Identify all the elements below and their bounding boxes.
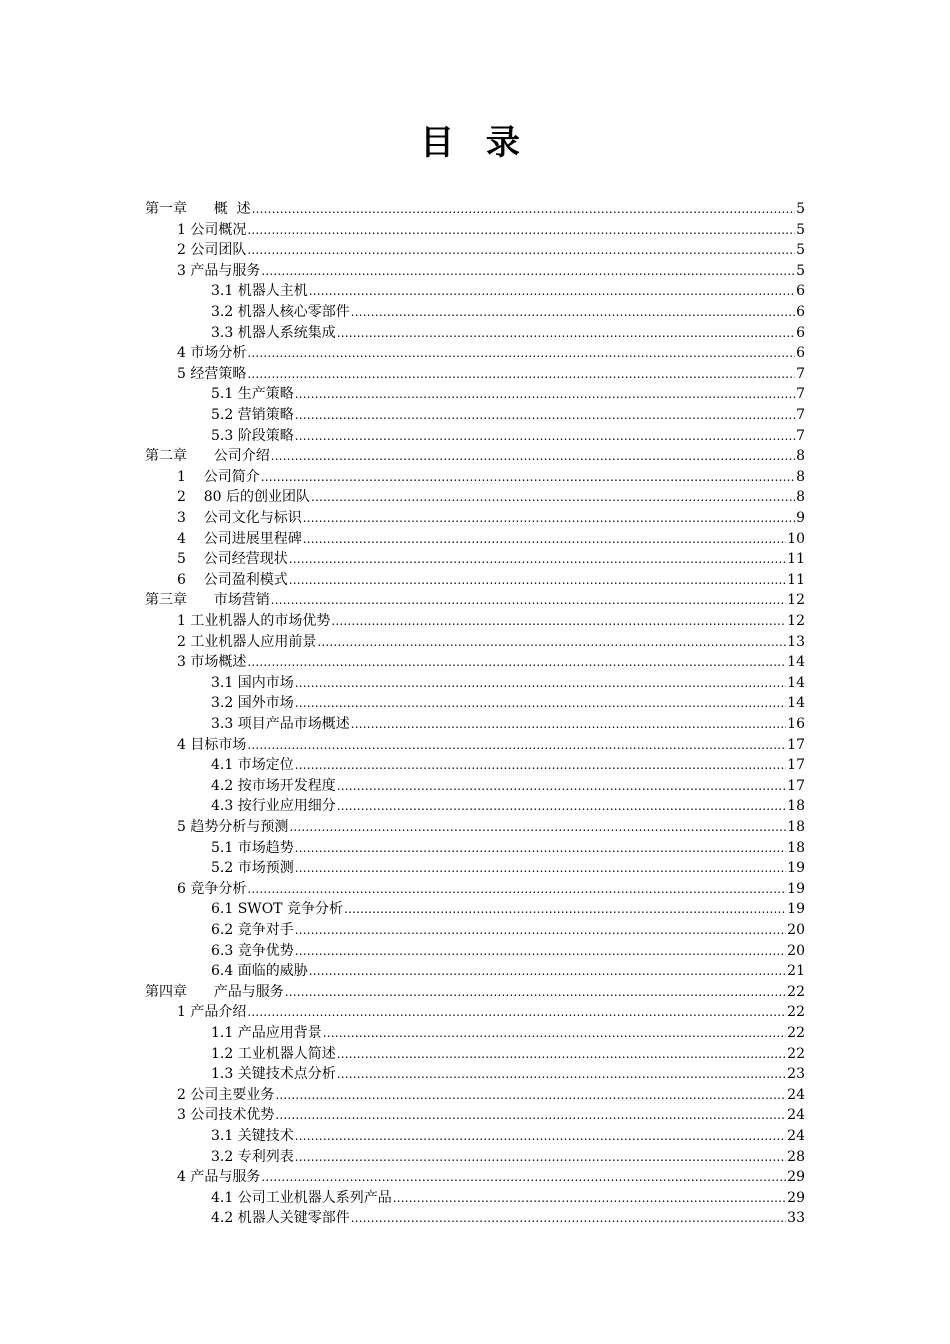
toc-entry[interactable] (177, 240, 805, 261)
toc-entry-page: 17 (787, 757, 805, 774)
toc-entry-page: 8 (796, 489, 805, 506)
toc-entry-page: 20 (787, 922, 805, 938)
toc-entry-page: 14 (787, 654, 805, 671)
toc-entry[interactable] (211, 941, 805, 962)
toc-entry-page: 8 (796, 448, 805, 465)
toc-entry[interactable] (211, 776, 805, 797)
toc-entry-page: 11 (787, 571, 805, 588)
toc-entry-label: 3 公司技术优势 (177, 1107, 275, 1124)
toc-entry-page: 33 (787, 1210, 805, 1227)
toc-entry-page: 23 (787, 1066, 805, 1083)
toc-dot-leader (295, 673, 786, 694)
toc-entry-label: 第三章 市场营销 (145, 592, 270, 609)
toc-entry-label: 6.4 面临的威胁 (211, 963, 308, 980)
toc-entry[interactable] (211, 1188, 805, 1209)
toc-entry[interactable] (177, 364, 805, 385)
toc-entry-label: 3.1 机器人主机 (211, 283, 308, 300)
toc-entry-page: 17 (787, 736, 805, 753)
toc-entry-page: 22 (787, 1025, 805, 1041)
toc-dot-leader (295, 693, 786, 714)
toc-entry-label: 6.2 竞争对手 (211, 922, 294, 938)
toc-entry-label: 3.1 国内市场 (211, 674, 294, 691)
toc-entry-label: 3.2 机器人核心零部件 (211, 304, 350, 320)
toc-entry-label: 1.2 工业机器人简述 (211, 1045, 336, 1062)
toc-entry-label: 2 公司主要业务 (177, 1086, 275, 1103)
toc-entry[interactable] (177, 1105, 805, 1126)
toc-entry[interactable] (211, 673, 805, 694)
toc-entry-label: 1.1 产品应用背景 (211, 1025, 322, 1041)
toc-entry[interactable] (177, 817, 805, 838)
toc-entry[interactable] (177, 1002, 805, 1023)
toc-dot-leader (247, 735, 786, 756)
toc-entry[interactable] (211, 384, 805, 405)
toc-entry-label: 5 趋势分析与预测 (177, 819, 289, 835)
toc-entry[interactable] (177, 487, 805, 508)
toc-dot-leader (309, 961, 786, 982)
toc-entry-label: 5.2 市场预测 (211, 860, 294, 877)
toc-entry-page: 5 (796, 201, 805, 217)
toc-dot-leader (323, 1023, 786, 1044)
toc-entry-label: 6.3 竞争优势 (211, 942, 294, 959)
toc-entry-label: 4 市场分析 (177, 345, 247, 362)
toc-entry-page: 16 (787, 716, 805, 732)
toc-entry[interactable] (211, 899, 805, 920)
toc-entry-page: 6 (796, 324, 805, 341)
toc-entry-label: 3 产品与服务 (177, 262, 261, 279)
toc-entry[interactable] (211, 1208, 805, 1229)
toc-dot-leader (337, 1044, 786, 1065)
toc-dot-leader (311, 487, 795, 508)
toc-entry[interactable] (211, 920, 805, 941)
toc-entry-label: 1 产品介绍 (177, 1004, 247, 1021)
toc-entry-label: 4.2 按市场开发程度 (211, 777, 336, 794)
toc-entry-label: 5.1 市场趋势 (211, 839, 294, 856)
toc-dot-leader (295, 755, 786, 776)
toc-dot-leader (351, 714, 786, 735)
toc-entry-page: 22 (787, 983, 805, 1000)
toc-entry-page: 19 (787, 860, 805, 877)
toc-entry[interactable] (211, 281, 805, 302)
toc-entry-label: 3 市场概述 (177, 654, 247, 671)
toc-entry-label: 4 目标市场 (177, 736, 247, 753)
toc-dot-leader (275, 1105, 786, 1126)
toc-dot-leader (295, 838, 786, 859)
toc-dot-leader (271, 446, 795, 467)
toc-entry[interactable] (211, 302, 805, 323)
toc-entry-page: 14 (787, 674, 805, 691)
toc-entry-label: 3.3 项目产品市场概述 (211, 716, 350, 732)
toc-entry-label: 4.3 按行业应用细分 (211, 798, 336, 815)
toc-dot-leader (344, 899, 786, 920)
toc-entry-page: 18 (787, 819, 805, 835)
toc-entry-label: 2 工业机器人应用前景 (177, 633, 317, 650)
toc-entry[interactable] (177, 570, 805, 591)
toc-dot-leader (247, 1002, 786, 1023)
toc-entry-page: 7 (796, 365, 805, 382)
toc-entry-label: 4.2 机器人关键零部件 (211, 1210, 350, 1227)
toc-entry-page: 7 (796, 427, 805, 444)
toc-entry-label: 1 工业机器人的市场优势 (177, 613, 331, 629)
toc-entry[interactable] (177, 467, 805, 488)
toc-entry-page: 10 (787, 530, 805, 547)
toc-dot-leader (271, 590, 786, 611)
toc-entry[interactable] (211, 858, 805, 879)
toc-dot-leader (317, 632, 786, 653)
toc-entry-page: 28 (787, 1148, 805, 1165)
toc-entry-label: 6 竞争分析 (177, 880, 247, 897)
toc-dot-leader (295, 1126, 786, 1147)
toc-entry[interactable] (177, 735, 805, 756)
toc-dot-leader (295, 405, 795, 426)
toc-entry[interactable] (177, 343, 805, 364)
toc-entry-page: 7 (796, 407, 805, 423)
toc-entry[interactable] (145, 199, 805, 220)
toc-entry[interactable] (211, 323, 805, 344)
toc-entry-page: 7 (796, 386, 805, 403)
toc-entry-label: 5.1 生产策略 (211, 386, 294, 403)
toc-dot-leader (331, 611, 786, 632)
toc-dot-leader (337, 796, 786, 817)
toc-dot-leader (247, 220, 795, 241)
toc-entry-label: 5 经营策略 (177, 365, 247, 382)
toc-entry[interactable] (211, 961, 805, 982)
toc-dot-leader (247, 343, 795, 364)
toc-entry-page: 22 (787, 1045, 805, 1062)
toc-dot-leader (247, 240, 795, 261)
toc-entry-page: 13 (787, 633, 805, 650)
toc-entry[interactable] (145, 982, 805, 1003)
toc-dot-leader (309, 281, 795, 302)
toc-entry[interactable] (177, 508, 805, 529)
toc-entry[interactable] (177, 879, 805, 900)
toc-dot-leader (295, 426, 795, 447)
toc-entry-page: 24 (787, 1086, 805, 1103)
toc-dot-leader (295, 1147, 786, 1168)
toc-entry[interactable] (211, 714, 805, 735)
toc-entry-page: 6 (796, 345, 805, 362)
toc-entry-page: 17 (787, 777, 805, 794)
toc-dot-leader (289, 570, 786, 591)
toc-dot-leader (393, 1188, 786, 1209)
toc-entry-page: 12 (787, 613, 805, 629)
toc-entry-page: 19 (787, 880, 805, 897)
toc-entry[interactable] (177, 261, 805, 282)
toc-dot-leader (261, 261, 795, 282)
toc-dot-leader (337, 1064, 786, 1085)
toc-entry-page: 6 (796, 304, 805, 320)
toc-entry-page: 18 (787, 798, 805, 815)
toc-entry[interactable] (211, 693, 805, 714)
toc-dot-leader (275, 1085, 786, 1106)
toc-entry-label: 4 公司进展里程碑 (177, 530, 302, 547)
toc-dot-leader (247, 652, 786, 673)
toc-entry-page: 6 (796, 283, 805, 300)
toc-entry[interactable] (211, 405, 805, 426)
toc-entry-label: 4 产品与服务 (177, 1169, 261, 1186)
toc-entry-page: 5 (796, 221, 805, 238)
toc-entry[interactable] (211, 1126, 805, 1147)
toc-entry-page: 20 (787, 942, 805, 959)
toc-entry[interactable] (177, 220, 805, 241)
toc-dot-leader (337, 323, 795, 344)
toc-entry-page: 11 (787, 551, 805, 568)
toc-entry-page: 21 (787, 963, 805, 980)
toc-entry-label: 第二章 公司介绍 (145, 448, 270, 465)
toc-dot-leader (295, 858, 786, 879)
toc-entry-label: 2 80 后的创业团队 (177, 489, 310, 506)
toc-dot-leader (285, 982, 786, 1003)
toc-entry-page: 9 (796, 510, 805, 526)
toc-title: 目 录 (420, 123, 530, 163)
toc-entry-page: 14 (787, 695, 805, 712)
toc-dot-leader (295, 941, 786, 962)
toc-dot-leader (351, 1208, 786, 1229)
toc-entry-label: 1.3 关键技术点分析 (211, 1066, 336, 1083)
toc-entry-page: 22 (787, 1004, 805, 1021)
toc-entry-page: 24 (787, 1107, 805, 1124)
toc-entry[interactable] (177, 632, 805, 653)
toc-entry[interactable] (211, 755, 805, 776)
toc-entry-label: 3 公司文化与标识 (177, 510, 302, 526)
toc-entry[interactable] (211, 1147, 805, 1168)
toc-entry[interactable] (177, 529, 805, 550)
toc-entry-label: 3.2 专利列表 (211, 1148, 294, 1165)
toc-entry-label: 4.1 市场定位 (211, 757, 294, 774)
toc-dot-leader (261, 1167, 786, 1188)
toc-dot-leader (261, 467, 795, 488)
toc-entry-label: 5.2 营销策略 (211, 407, 294, 423)
toc-entry-label: 5 公司经营现状 (177, 551, 288, 568)
toc-entry[interactable] (145, 446, 805, 467)
toc-entry[interactable] (211, 1064, 805, 1085)
toc-entry-label: 3.3 机器人系统集成 (211, 324, 336, 341)
toc-entry-label: 2 公司团队 (177, 242, 247, 259)
toc-dot-leader (295, 920, 786, 941)
toc-entry-page: 12 (787, 592, 805, 609)
toc-entry-label: 4.1 公司工业机器人系列产品 (211, 1189, 392, 1206)
toc-entry-page: 29 (787, 1189, 805, 1206)
toc-dot-leader (295, 384, 795, 405)
toc-entry-label: 6.1 SWOT 竞争分析 (211, 901, 343, 918)
toc-dot-leader (337, 776, 786, 797)
toc-entry-page: 29 (787, 1169, 805, 1186)
toc-entry[interactable] (177, 1085, 805, 1106)
toc-entry[interactable] (177, 652, 805, 673)
toc-entry-page: 18 (787, 839, 805, 856)
toc-dot-leader (351, 302, 795, 323)
toc-dot-leader (289, 549, 786, 570)
toc-entry-page: 24 (787, 1128, 805, 1144)
toc-entry[interactable] (211, 838, 805, 859)
toc-dot-leader (303, 508, 795, 529)
toc-entry[interactable] (177, 1167, 805, 1188)
toc-entry[interactable] (211, 1044, 805, 1065)
toc-entry[interactable] (177, 549, 805, 570)
toc-entry-page: 5 (796, 262, 805, 279)
toc-dot-leader (252, 199, 795, 220)
toc-entry[interactable] (145, 590, 805, 611)
toc-entry-label: 5.3 阶段策略 (211, 427, 294, 444)
toc-entry-label: 3.2 国外市场 (211, 695, 294, 712)
toc-entry[interactable] (177, 611, 805, 632)
toc-entry-label: 第一章 概 述 (145, 201, 251, 217)
toc-entry-label: 6 公司盈利模式 (177, 571, 288, 588)
toc-entry-label: 第四章 产品与服务 (145, 983, 284, 1000)
toc-entry[interactable] (211, 426, 805, 447)
toc-entry-label: 1 公司概况 (177, 221, 247, 238)
toc-entry-page: 5 (796, 242, 805, 259)
toc-dot-leader (247, 364, 795, 385)
toc-entry[interactable] (211, 796, 805, 817)
toc-entry-page: 8 (796, 468, 805, 485)
toc-dot-leader (289, 817, 786, 838)
toc-dot-leader (247, 879, 786, 900)
toc-entry-label: 1 公司简介 (177, 468, 260, 485)
toc-entry-page: 19 (787, 901, 805, 918)
toc-entry-label: 3.1 关键技术 (211, 1128, 294, 1144)
toc-dot-leader (303, 529, 786, 550)
toc-entry[interactable] (211, 1023, 805, 1044)
